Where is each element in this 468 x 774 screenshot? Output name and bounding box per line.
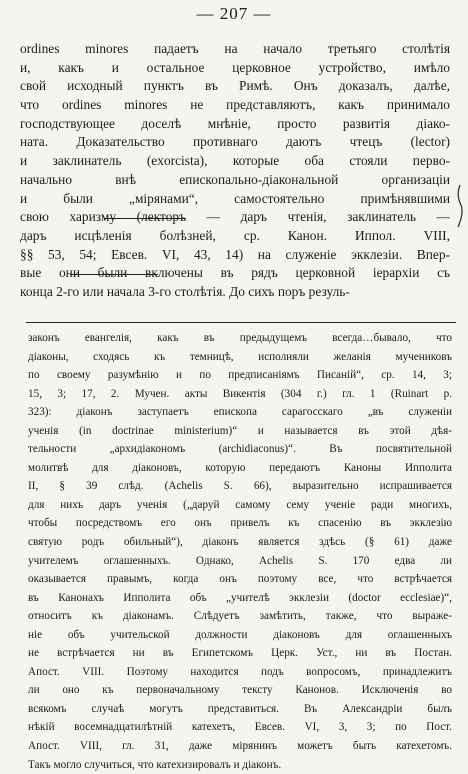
footnote-line: въ Канонахъ Ипполита объ „учителѣ экклезіи (doctor ecclesiae)“,: [28, 591, 452, 604]
footnote-line: законъ евангелія, какъ въ предыдущемъ всегда…бывало, что: [28, 332, 452, 344]
pencil-underline: [70, 274, 158, 275]
main-text-line: начально внѣ епископально-діакональной организаціи: [20, 171, 450, 187]
main-text-line: §§ 53, 54; Евсев. VI, 43, 14) на служеніе экклезіи. Впер-: [20, 246, 450, 262]
footnote-line: ученія (in doctrinae ministerium)“ и называется въ этой дѣя-: [28, 424, 452, 437]
main-text-line: и были „мірянами“, самостоятельно примѣнявшими: [20, 190, 450, 206]
footnote-line: оказывается правымъ, когда онъ поэтому все, что встрѣчается: [28, 573, 452, 586]
main-text-line: ната. Доказательство противнаго даютъ чтецъ (lector): [20, 134, 450, 150]
pencil-underline: [104, 218, 186, 219]
main-text-line: даръ исцѣленія болѣзней, ср. Канон. Иппол. VIII,: [20, 227, 450, 243]
footnote-line: не встрѣчается ни въ Египетскомъ Церк. Уст., ни въ Постан.: [28, 647, 452, 660]
footnote-line: діаконы, сходясь къ темницѣ, исполняли желанія мучениковъ: [28, 350, 452, 363]
main-text-line: ordines minores падаетъ на начало третьяго столѣтія: [20, 41, 450, 56]
footnote-line: II, § 39 слѣд. (Achelis S. 66), выразительно испрашивается: [28, 480, 452, 493]
footnote-line: Такъ могло случиться, что катехизировалъ и діаконъ.: [28, 758, 282, 771]
main-text-line: вые они были включены въ рядъ церковной іерархіи съ: [20, 265, 450, 281]
footnote-block: [28, 329, 452, 774]
footnote-line: тельности „архидіакономъ (archidiaconus)“. Въ посвятительной: [28, 443, 452, 456]
footnote-line: 323): діаконъ заступаетъ епископа сарагосскаго „въ служеніи: [28, 406, 452, 419]
footnote-line: всякомъ случаѣ могутъ представиться. Въ Александріи былъ: [28, 702, 452, 715]
main-text-block: [20, 40, 450, 302]
main-text-line: что ordines minores не представляютъ, какъ принимало: [20, 97, 450, 113]
main-text-line: свой исходный пунктъ въ Римѣ. Онъ доказалъ, далѣе,: [20, 78, 450, 94]
footnote-line: 15, 3; 17, 2. Мучен. акты Викентія (304 г.) гл. 1 (Ruinart р.: [28, 387, 452, 400]
main-text-line: свою харизму (лекторъ — даръ чтенія, заклинатель —: [20, 209, 450, 225]
footnote-line: относитъ къ діаконамъ. Слѣдуетъ замѣтить, также, что выраже-: [28, 610, 452, 623]
page-number: — 207 —: [196, 4, 272, 23]
footnote-line: ніе объ учительской должности діаконовъ для оглашенныхъ: [28, 628, 452, 641]
footnote-line: молитвѣ для діаконовъ, которую передаютъ Каноны Ипполита: [28, 461, 452, 474]
footnote-line: чтобы посредствомъ его онъ привелъ къ спасенію въ экклезію: [28, 517, 452, 530]
main-text-line: и, какъ и остальное церковное устройство, имѣло: [20, 59, 450, 75]
margin-mark-icon: [455, 183, 465, 229]
footnote-line: ли оно къ первоначальному тексту Канонов. Исключенія во: [28, 684, 452, 697]
footnote-line: Апост. VIII. Поэтому находится подъ вопросомъ, принадлежитъ: [28, 665, 452, 678]
footnote-line: по своему разумѣнію и по предписаніямъ Писаній“, ср. 14, 3;: [28, 369, 452, 382]
footnote-line: святую родъ обильный“), діаконъ является здѣсь (§ 61) даже: [28, 536, 452, 549]
main-text-line: и заклинатель (exorcista), которые оба стояли перво-: [20, 153, 450, 169]
footnote-line: нѣкій восемнадцатилѣтній катехетъ, Евсев. VI, 3, 3; по Пост.: [28, 721, 452, 734]
main-text-line: господствующее доселѣ мнѣніе, просто развитія діако-: [20, 115, 450, 131]
footnote-divider: [26, 322, 456, 323]
main-text-line: конца 2-го или начала 3-го столѣтія. До сихъ поръ резуль-: [20, 283, 350, 299]
footnote-line: Апост. VIII, гл. 31, даже мірянинъ можетъ быть катехетомъ.: [28, 740, 452, 753]
footnote-line: для нихъ даръ ученія („даруй самому сему ученіе ради многихъ,: [28, 498, 452, 511]
footnote-line: учителемъ оглашенныхъ. Однако, Achelis S. 170 едва ли: [28, 554, 452, 567]
